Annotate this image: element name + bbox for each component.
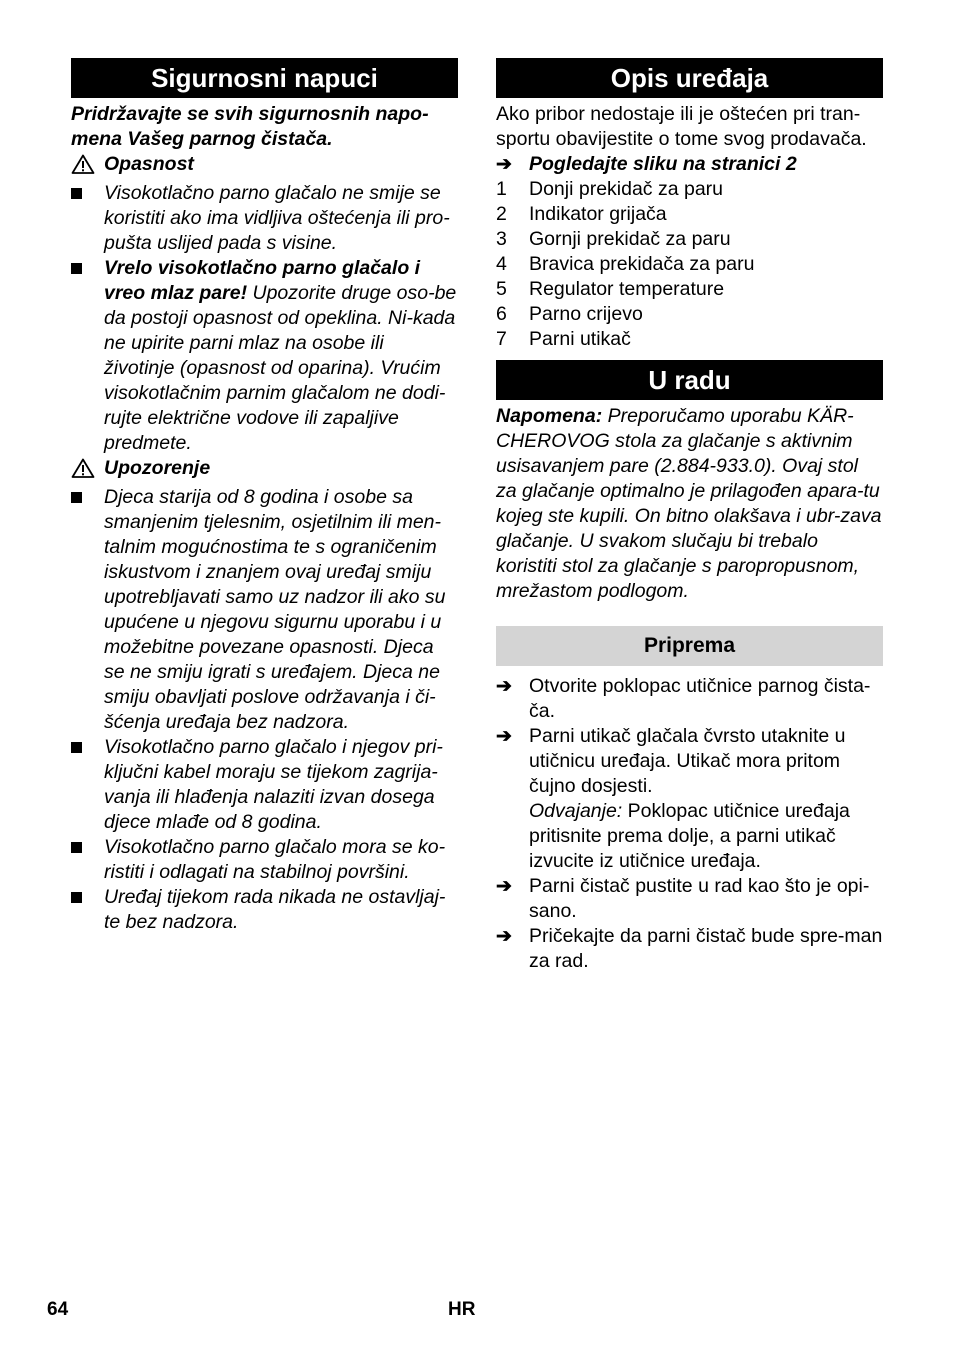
language-code: HR — [448, 1299, 476, 1320]
warning-triangle-icon — [71, 458, 97, 478]
arrow-right-icon: ➔ — [496, 726, 512, 747]
part-label: Gornji prekidač za paru — [529, 228, 731, 250]
section-title-description: Opis uređaja — [496, 58, 883, 98]
part-number: 4 — [496, 253, 507, 275]
parts-list-item — [496, 327, 883, 352]
list-item-text: Visokotlačno parno glačalo i njegov pri-ključni kabel moraju se tijekom zagrija-vanja ili hlađenja nalaziti izvan dosega djece mlađe od 8 godina. — [104, 736, 443, 833]
note-label: Napomena: — [496, 405, 603, 427]
description-intro: Ako pribor nedostaje ili je oštećen pri tran-sportu obavijestite o tome svog prodavača. — [496, 103, 867, 150]
list-item-rest: Upozorite druge oso-be da postoji opasnost od opeklina. Ni-kada ne upirite parni mlaz na osobe ili životinje (opasnost od oparina). Vrućim visokotlačnim parnim glačalom ne dodi-rujte električne vodove ili zapaljive predmete. — [104, 282, 457, 454]
list-item — [71, 735, 458, 835]
part-label: Donji prekidač za paru — [529, 178, 724, 200]
part-number: 7 — [496, 328, 507, 350]
note-text: Preporučamo uporabu KÄR-CHEROVOG stola za glačanje s aktivnim usisavanjem pare (2.884-933.0). Ovaj stol za glačanje optimalno je prilagođen apara-tu kojeg ste kupili. On bitno olakšava i ubr-zava glačanje. U svakom slučaju bi trebalo koristiti stol za glačanje s paropropusnom, mrežastom podlogom. — [496, 405, 882, 602]
list-item-text — [104, 256, 458, 456]
bullet-square-icon — [71, 742, 82, 753]
step-extra-label: Odvajanje: — [529, 800, 623, 822]
warning-label: Upozorenje — [104, 457, 211, 479]
figure-reference-text: Pogledajte sliku na stranici 2 — [529, 153, 797, 175]
part-number: 1 — [496, 178, 507, 200]
step-item — [496, 874, 883, 924]
step-text: Otvorite poklopac utičnice parnog čista-ča. — [529, 675, 871, 722]
left-column — [71, 58, 458, 935]
part-label: Parni utikač — [529, 328, 631, 350]
list-item-text: Visokotlačno parno glačalo ne smije se koristiti ako ima vidljiva oštećenja ili pro-pušta uslijed pada s visine. — [104, 182, 450, 254]
parts-list-item — [496, 202, 883, 227]
part-number: 6 — [496, 303, 507, 325]
page-number: 64 — [47, 1299, 69, 1320]
bullet-square-icon — [71, 842, 82, 853]
warning-heading — [71, 456, 458, 485]
list-item — [71, 835, 458, 885]
parts-list-item — [496, 177, 883, 202]
bullet-square-icon — [71, 188, 82, 199]
danger-label: Opasnost — [104, 153, 194, 175]
parts-list-item — [496, 302, 883, 327]
list-item — [71, 485, 458, 735]
part-number: 3 — [496, 228, 507, 250]
arrow-right-icon: ➔ — [496, 676, 512, 697]
part-label: Indikator grijača — [529, 203, 667, 225]
safety-intro: Pridržavajte se svih sigurnosnih napo-mena Vašeg parnog čistača. — [71, 103, 429, 150]
section-title-operation: U radu — [496, 360, 883, 400]
part-label: Regulator temperature — [529, 278, 725, 300]
figure-reference — [496, 152, 883, 177]
subsection-title-preparation: Priprema — [496, 626, 883, 666]
parts-list-item — [496, 277, 883, 302]
part-label: Bravica prekidača za paru — [529, 253, 755, 275]
part-number: 5 — [496, 278, 507, 300]
section-title-safety: Sigurnosni napuci — [71, 58, 458, 98]
list-item — [71, 181, 458, 256]
step-item — [496, 724, 883, 874]
list-item-text: Visokotlačno parno glačalo mora se ko-ristiti i odlagati na stabilnoj površini. — [104, 836, 446, 883]
danger-heading — [71, 152, 458, 181]
arrow-right-icon: ➔ — [496, 154, 512, 175]
right-column — [496, 58, 883, 974]
step-text: Parni čistač pustite u rad kao što je opi-sano. — [529, 875, 870, 922]
step-extra-text: Poklopac utičnice uređaja pritisnite prema dolje, a parni utikač izvucite iz utičnice uređaja. — [529, 800, 850, 872]
operation-note — [496, 404, 883, 604]
step-text: Parni utikač glačala čvrsto utaknite u utičnicu uređaja. Utikač mora pritom čujno dosjesti. — [529, 725, 846, 797]
list-item-text: Djeca starija od 8 godina i osobe sa smanjenim tjelesnim, osjetilnim ili men-talnim mogućnostima te s ograničenim iskustvom i znanjem ovaj uređaj smiju upotrebljavati samo uz nadzor ili ako su upućene u njegovu sigurnu uporabu i u možebitne povezane opasnosti. Djeca se ne smiju igrati s uređajem. Djeca ne smiju obavljati poslove održavanja i či-šćenja uređaja bez nadzora. — [104, 486, 446, 733]
step-text: Pričekajte da parni čistač bude spre-man za rad. — [529, 925, 883, 972]
parts-list-item — [496, 227, 883, 252]
arrow-right-icon: ➔ — [496, 926, 512, 947]
bullet-square-icon — [71, 492, 82, 503]
list-item — [71, 256, 458, 456]
bullet-square-icon — [71, 892, 82, 903]
list-item-bold: Vrelo visokotlačno parno glačalo i vreo mlaz pare! — [104, 257, 421, 304]
part-label: Parno crijevo — [529, 303, 643, 325]
bullet-square-icon — [71, 263, 82, 274]
step-item — [496, 924, 883, 974]
warning-triangle-icon — [71, 154, 97, 174]
step-item — [496, 674, 883, 724]
parts-list-item — [496, 252, 883, 277]
arrow-right-icon: ➔ — [496, 876, 512, 897]
part-number: 2 — [496, 203, 507, 225]
list-item-text: Uređaj tijekom rada nikada ne ostavljaj-te bez nadzora. — [104, 886, 446, 933]
list-item — [71, 885, 458, 935]
